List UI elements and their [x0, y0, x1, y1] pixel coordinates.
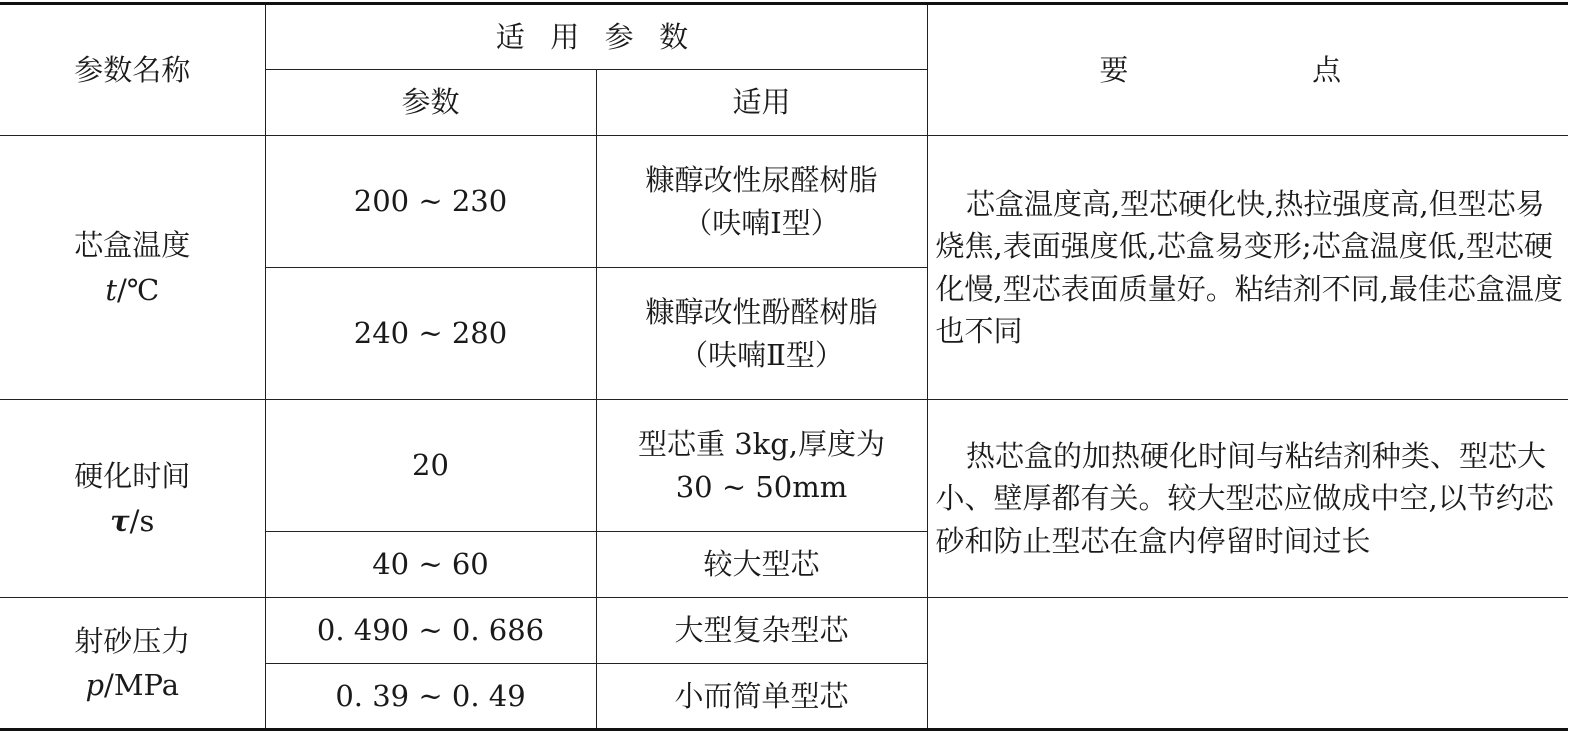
applicable-line: 糠醇改性酚醛树脂	[645, 295, 878, 330]
applicable-cell: 较大型芯	[596, 532, 927, 598]
param-name: 硬化时间	[74, 459, 191, 494]
applicable-cell	[596, 136, 927, 268]
header-applicable: 适用	[596, 70, 927, 136]
table-row	[0, 598, 1568, 664]
table-row	[0, 400, 1568, 532]
parameter-table	[0, 2, 1568, 731]
header-applicable-params: 适 用 参 数	[265, 4, 927, 70]
applicable-cell: 大型复杂型芯	[596, 598, 927, 664]
param-value: 240 ~ 280	[265, 268, 596, 400]
applicable-cell	[596, 268, 927, 400]
param-name: 射砂压力	[74, 623, 191, 658]
param-name-cell	[0, 136, 265, 400]
param-value: 40 ~ 60	[265, 532, 596, 598]
key-points-cell	[927, 598, 1568, 730]
param-value: 0. 490 ~ 0. 686	[265, 598, 596, 664]
applicable-cell: 小而简单型芯	[596, 664, 927, 730]
applicable-line: （呋喃Ⅱ型）	[679, 337, 844, 372]
key-points-cell	[927, 400, 1568, 598]
param-name: 芯盒温度	[74, 228, 191, 263]
header-param-name: 参数名称	[0, 4, 265, 136]
header-param: 参数	[265, 70, 596, 136]
param-value: 0. 39 ~ 0. 49	[265, 664, 596, 730]
param-unit: τ/s	[110, 503, 155, 538]
header-row-1	[0, 4, 1568, 70]
key-points-text: 芯盒温度高,型芯硬化快,热拉强度高,但型芯易烧焦,表面强度低,芯盒易变形;芯盒温度低,型芯硬化慢,型芯表面质量好。粘结剂不同,最佳芯盒温度也不同	[935, 187, 1563, 348]
param-value: 20	[265, 400, 596, 532]
param-unit: t/℃	[105, 272, 160, 307]
applicable-line: 30 ~ 50mm	[675, 469, 848, 504]
param-value: 200 ~ 230	[265, 136, 596, 268]
applicable-line: 型芯重 3kg,厚度为	[637, 427, 886, 462]
param-name-cell	[0, 400, 265, 598]
applicable-line: （呋喃Ⅰ型）	[683, 205, 840, 240]
key-points-text: 热芯盒的加热硬化时间与粘结剂种类、型芯大小、壁厚都有关。较大型芯应做成中空,以节约芯砂和防止型芯在盒内停留时间过长	[935, 439, 1554, 558]
applicable-cell	[596, 400, 927, 532]
table-row	[0, 136, 1568, 268]
param-unit: p/MPa	[85, 668, 180, 702]
param-name-cell	[0, 598, 265, 730]
applicable-line: 糠醇改性尿醛树脂	[645, 163, 878, 198]
key-points-cell	[927, 136, 1568, 400]
header-key-points: 要 点	[927, 4, 1568, 136]
